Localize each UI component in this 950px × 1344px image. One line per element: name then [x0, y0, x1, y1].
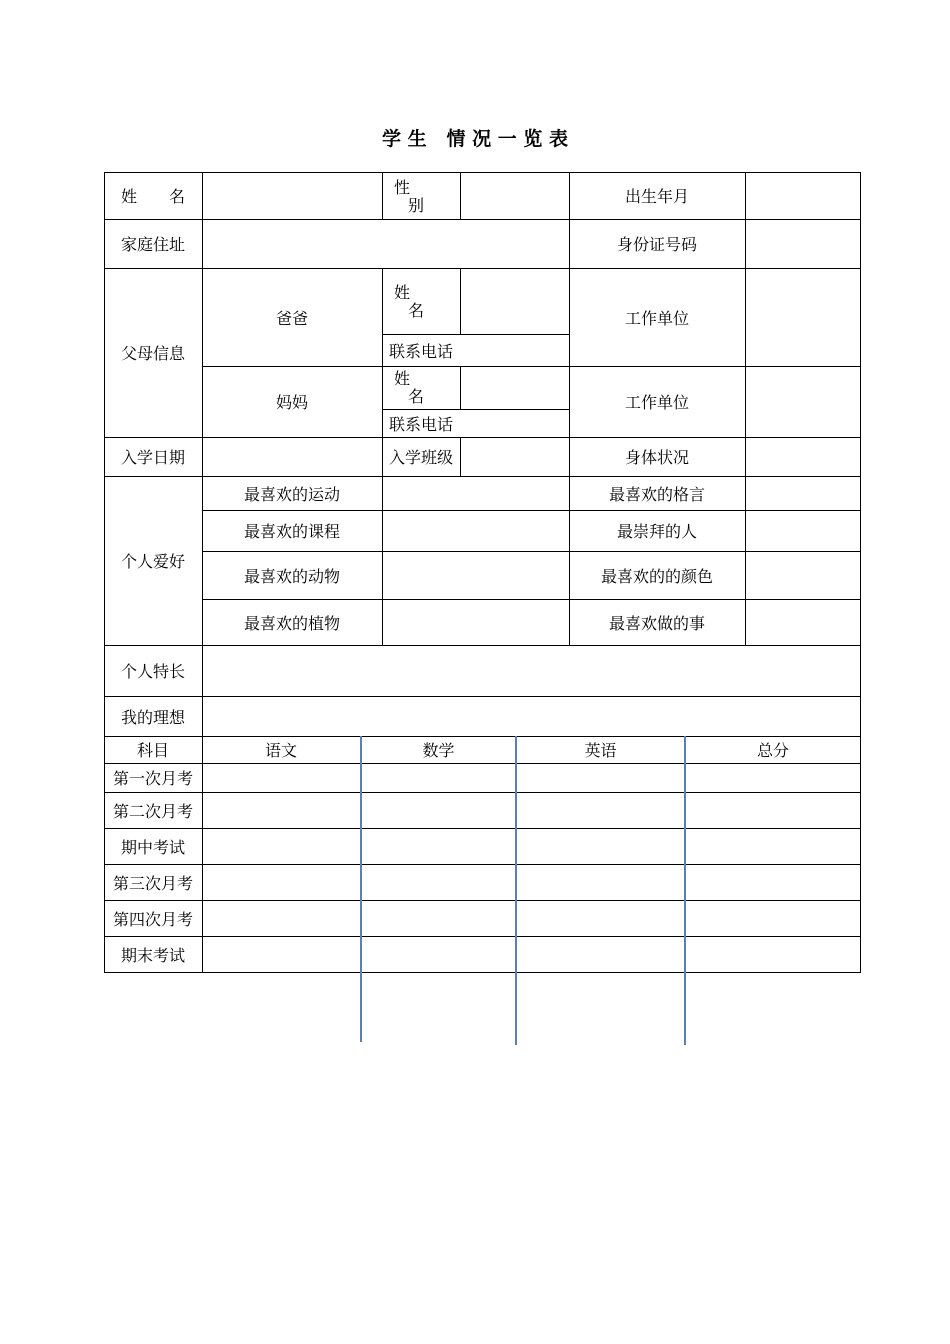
hobby-label: 最喜欢的格言 [608, 484, 705, 504]
father-name-label: 姓 名 [394, 283, 425, 320]
mother-name-value-cell[interactable] [460, 366, 569, 409]
health-value-cell[interactable] [745, 437, 860, 476]
hobby-value-cell[interactable] [382, 599, 569, 645]
hobby-value-cell[interactable] [745, 599, 860, 645]
father-work-label: 工作单位 [624, 308, 689, 328]
id-label: 身份证号码 [616, 235, 697, 254]
birth-value-cell[interactable] [745, 172, 860, 219]
name-label: 姓 名 [120, 187, 185, 206]
hobby-value-cell[interactable] [745, 476, 860, 510]
score-header-total: 总分 [756, 741, 789, 760]
hobby-value-cell[interactable] [382, 551, 569, 599]
score-row-label: 第一次月考 [112, 769, 193, 788]
score-row-label: 期中考试 [120, 837, 185, 857]
birth-label: 出生年月 [624, 187, 689, 206]
ideal-label: 我的理想 [120, 707, 185, 727]
score-row-label: 期末考试 [120, 945, 185, 965]
hobby-label: 最喜欢的的颜色 [600, 566, 713, 586]
hobby-value-cell[interactable] [745, 551, 860, 599]
father-name-value-cell[interactable] [460, 268, 569, 334]
score-row-label: 第三次月考 [112, 873, 193, 893]
table-border [104, 972, 861, 973]
name-value-cell[interactable] [202, 172, 382, 219]
hobby-label: 最喜欢的运动 [243, 484, 340, 504]
hobby-value-cell[interactable] [382, 476, 569, 510]
mother-phone-label: 联系电话 [388, 414, 453, 434]
enroll-date-label: 入学日期 [120, 448, 185, 467]
specialty-label: 个人特长 [120, 662, 185, 681]
parents-section-label: 父母信息 [120, 344, 185, 363]
mother-work-value-cell[interactable] [745, 366, 860, 437]
hobby-label: 最崇拜的人 [616, 522, 697, 541]
hobby-value-cell[interactable] [745, 510, 860, 551]
hobby-label: 最喜欢的动物 [243, 566, 340, 586]
father-label: 爸爸 [275, 308, 308, 328]
table-border [860, 172, 861, 973]
ideal-value-cell[interactable] [202, 696, 860, 736]
enroll-class-value-cell[interactable] [460, 437, 569, 476]
score-header-chinese: 语文 [264, 741, 297, 760]
score-row-label: 第二次月考 [112, 801, 193, 821]
address-value-cell[interactable] [202, 219, 569, 268]
mother-label: 妈妈 [275, 393, 308, 412]
hobby-label: 最喜欢的课程 [243, 522, 340, 541]
enroll-date-value-cell[interactable] [202, 437, 382, 476]
hobby-value-cell[interactable] [382, 510, 569, 551]
score-header-english: 英语 [584, 741, 617, 760]
specialty-value-cell[interactable] [202, 645, 860, 696]
hobby-label: 最喜欢的植物 [243, 613, 340, 633]
health-label: 身体状况 [624, 448, 689, 467]
mother-work-label: 工作单位 [624, 393, 689, 412]
mother-name-label: 姓 名 [394, 369, 425, 406]
father-work-value-cell[interactable] [745, 268, 860, 366]
father-phone-label: 联系电话 [388, 341, 453, 361]
hobby-label: 最喜欢做的事 [608, 613, 705, 633]
mother-phone-value-cell[interactable] [460, 409, 569, 437]
gender-value-cell[interactable] [460, 172, 569, 219]
score-header-math: 数学 [422, 741, 455, 760]
address-label: 家庭住址 [120, 235, 185, 254]
score-row-label: 第四次月考 [112, 909, 193, 929]
gender-label: 性 别 [394, 178, 425, 215]
table-rule [382, 172, 383, 219]
score-grid-cells[interactable] [202, 763, 860, 972]
father-phone-value-cell[interactable] [460, 334, 569, 366]
hobbies-section-label: 个人爱好 [120, 552, 185, 571]
enroll-class-label: 入学班级 [388, 448, 453, 467]
id-value-cell[interactable] [745, 219, 860, 268]
score-header-subject: 科目 [136, 741, 169, 760]
page-title: 学 生 情 况 一 览 表 [382, 128, 568, 150]
